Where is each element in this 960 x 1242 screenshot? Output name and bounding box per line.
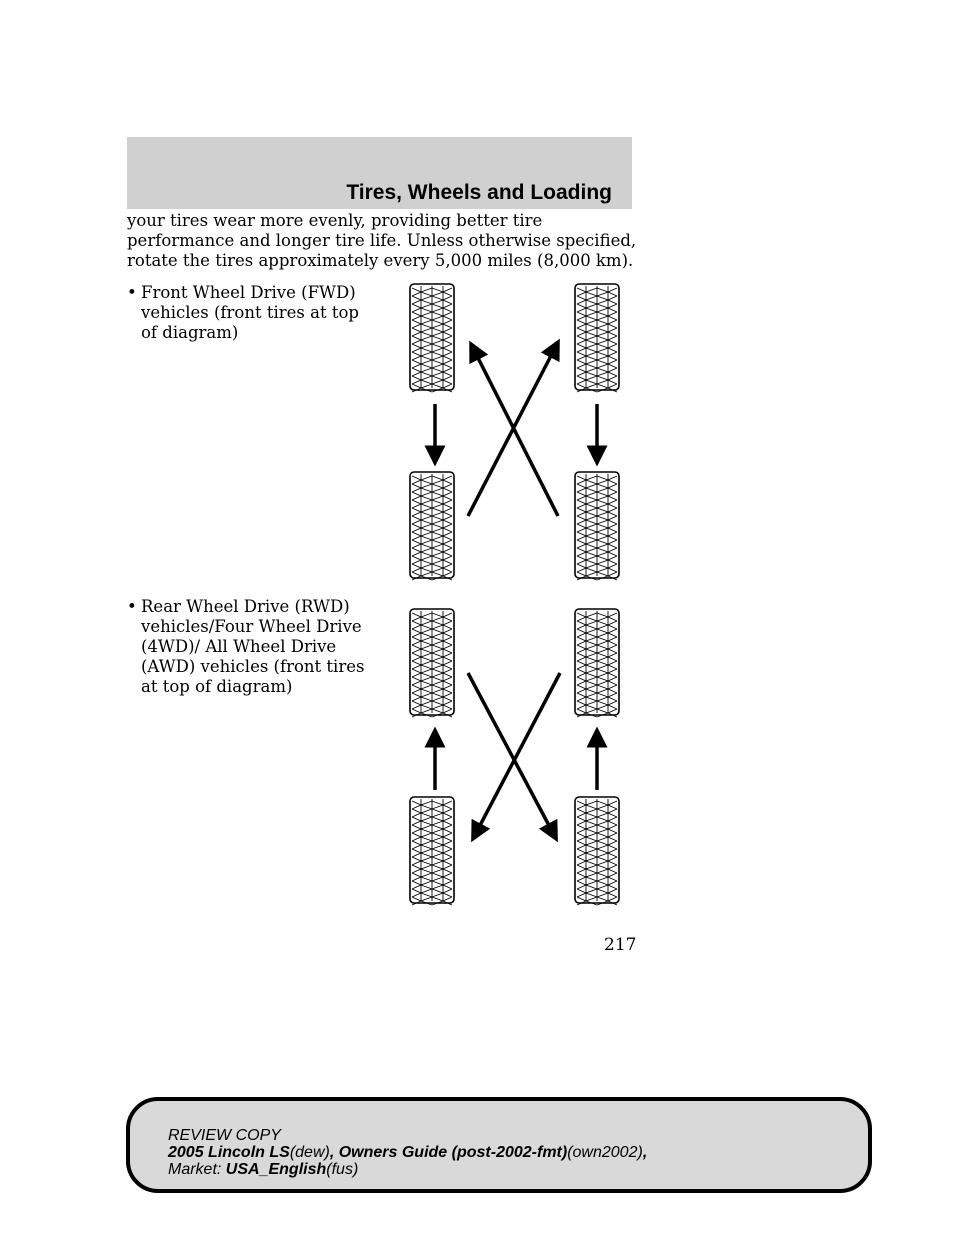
section-header-band (127, 137, 632, 209)
arrow-rear-left-to-front-right (468, 348, 555, 516)
bullet-marker: • (127, 597, 137, 616)
tire-front-left (410, 284, 454, 392)
intro-paragraph: your tires wear more evenly, providing better tire performance and longer tire life. Unless otherwise specified, rotate the tires approximately every 5,000 miles (8,000 km). (127, 211, 637, 270)
tire-front-left (410, 609, 454, 717)
tire-front-right (575, 609, 619, 717)
footer-market: USA_English (225, 1161, 327, 1178)
tire-front-right (575, 284, 619, 392)
bullet-rwd (127, 597, 377, 697)
bullet-marker: • (127, 283, 137, 302)
footer-comma: , (642, 1144, 648, 1161)
footer-review-label: REVIEW COPY (168, 1127, 281, 1144)
footer-guide: , Owners Guide (post-2002-fmt) (329, 1144, 568, 1161)
footer-market-label: Market: (168, 1161, 222, 1178)
rwd-rotation-diagram (380, 605, 650, 915)
tire-rear-left (410, 472, 454, 580)
bullet-fwd-text: Front Wheel Drive (FWD) vehicles (front tires at top of diagram) (141, 283, 359, 342)
fwd-rotation-diagram (380, 276, 650, 586)
footer-vehicle: 2005 Lincoln LS (168, 1144, 290, 1161)
review-copy-footer (126, 1097, 872, 1193)
footer-guide-code: (own2002) (567, 1144, 643, 1161)
tire-rear-right (575, 472, 619, 580)
arrow-front-left-to-rear-right (468, 673, 553, 833)
page-number: 217 (604, 935, 637, 955)
section-title: Tires, Wheels and Loading (346, 181, 612, 204)
footer-market-code: (fus) (326, 1161, 359, 1178)
footer-market-line (168, 1161, 647, 1178)
arrow-front-right-to-rear-left (476, 673, 560, 833)
footer-vehicle-line (168, 1144, 647, 1161)
footer-text (168, 1127, 647, 1178)
tire-rear-right (575, 797, 619, 905)
bullet-rwd-text: Rear Wheel Drive (RWD) vehicles/Four Wheel Drive (4WD)/ All Wheel Drive (AWD) vehicles (front tires at top of diagram) (141, 597, 365, 696)
bullet-fwd (127, 283, 377, 343)
arrow-rear-right-to-front-left (474, 350, 558, 516)
footer-vehicle-code: (dew) (289, 1144, 330, 1161)
tire-rear-left (410, 797, 454, 905)
